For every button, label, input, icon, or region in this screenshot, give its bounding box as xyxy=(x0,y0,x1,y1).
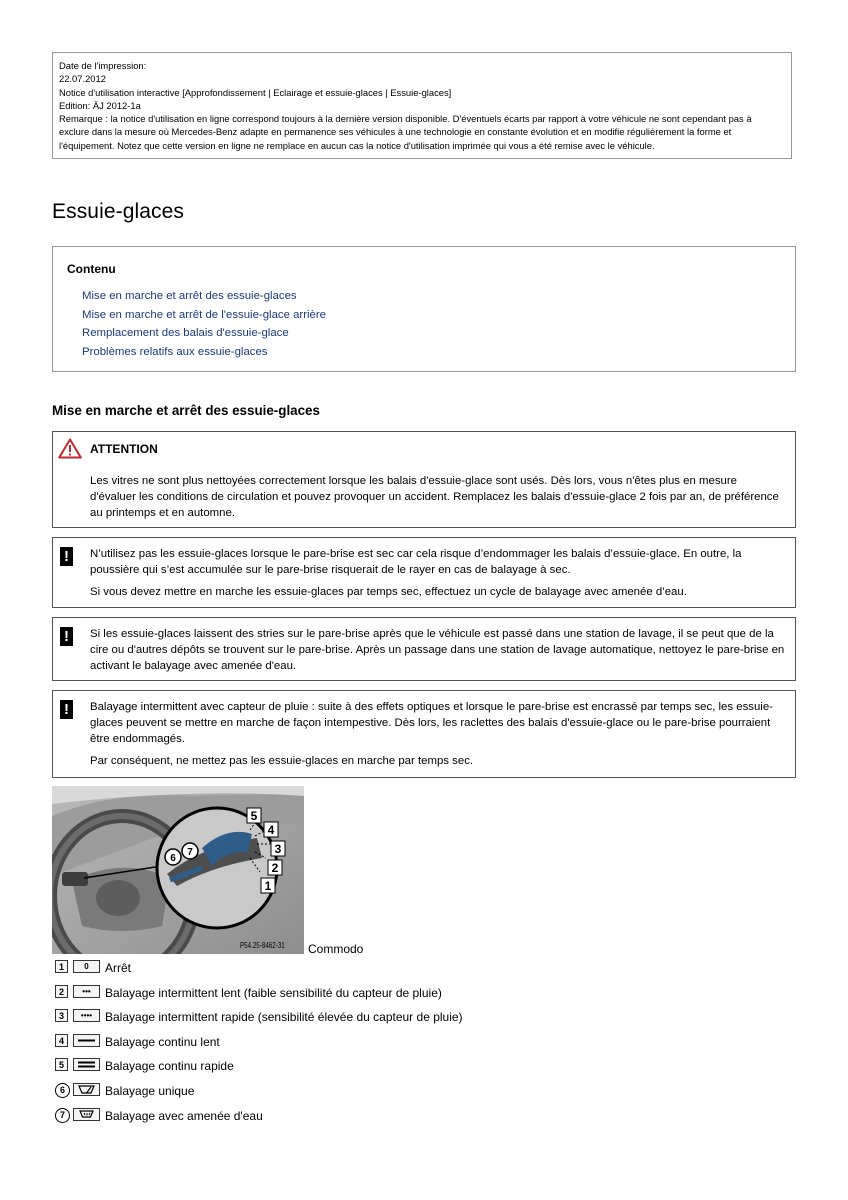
note-paragraph: Si vous devez mettre en marche les essuie-glaces par temps sec, effectuez un cycle de balayage avec amenée d’eau. xyxy=(90,586,687,598)
double-bar-icon xyxy=(73,1058,100,1071)
windshield-wiper-icon xyxy=(73,1083,100,1096)
legend-label: Balayage intermittent lent (faible sensibilité du capteur de pluie) xyxy=(105,985,442,1000)
position-number: 3 xyxy=(55,1009,68,1022)
legend-label: Arrêt xyxy=(105,961,132,975)
page-title: Essuie-glaces xyxy=(52,200,185,223)
toc-link-rear-wiper[interactable]: Mise en marche et arrêt de l'essuie-glace arrière xyxy=(82,308,327,321)
intermittent-fast-icon: •••• xyxy=(73,1009,100,1022)
table-of-contents xyxy=(52,246,796,372)
position-number: 4 xyxy=(55,1034,68,1047)
position-number: 7 xyxy=(55,1108,70,1123)
attention-box xyxy=(52,431,796,528)
exclamation-icon: ! xyxy=(60,627,73,646)
warning-triangle-icon xyxy=(58,438,82,459)
off-symbol-icon: 0 xyxy=(73,960,100,973)
position-number: 6 xyxy=(55,1083,70,1098)
callout-5: 5 xyxy=(250,809,258,823)
callout-6: 6 xyxy=(170,853,176,864)
commodo-switch-illustration xyxy=(52,786,304,954)
toc-heading: Contenu xyxy=(67,262,116,276)
callout-3: 3 xyxy=(274,842,282,856)
legend-label: Balayage continu rapide xyxy=(105,1059,234,1074)
windshield-washer-icon xyxy=(73,1108,100,1121)
attention-title: ATTENTION xyxy=(90,442,158,456)
print-info-box xyxy=(52,52,792,159)
legend-label: Balayage unique xyxy=(105,1083,195,1098)
section-title: Mise en marche et arrêt des essuie-glaces xyxy=(52,403,320,418)
remark-text: Remarque : la notice d'utilisation en ligne correspond toujours à la dernière version disponible. D'éventuels écarts par rapport à votre véhicule ne sont cependant pas à exclure dans la mesure où Mercedes-Benz adapte en permanence ses véhicules à une technologie en constante évolution et en modifie régulièrement la forme et l'équipement. Notez que cette version en ligne ne remplace en aucun cas la notice d'utilisation imprimée qui vous a été remise avec le véhicule. xyxy=(59,113,752,151)
figure-label: Commodo xyxy=(308,942,364,956)
note-box-car-wash xyxy=(52,617,796,681)
note-box-dry-windscreen xyxy=(52,537,796,608)
note-box-rain-sensor xyxy=(52,690,796,778)
attention-text: Les vitres ne sont plus nettoyées correctement lorsque les balais d'essuie-glace sont usés. Dès lors, vous n'êtes plus en mesure d'évaluer les conditions de circulation et pouvez provoquer un accident. Remplacez les balais d'essuie-glace 2 fois par an, de préférence au printemps et en automne. xyxy=(90,475,779,519)
print-date: 22.07.2012 xyxy=(59,73,106,85)
toc-link-wiper-problems[interactable]: Problèmes relatifs aux essuie-glaces xyxy=(82,345,268,358)
print-date-label: Date de l'impression: xyxy=(59,60,147,71)
intermittent-slow-icon: ••• xyxy=(73,985,100,998)
note-paragraph: N’utilisez pas les essuie-glaces lorsque le pare-brise est sec car cela risque d’endommager les balais d’essuie-glace. En outre, la poussière qui s’est accumulée sur le pare-brise risquerait de le rayer en cas de balayage à sec. xyxy=(90,548,742,576)
note-paragraph: Par conséquent, ne mettez pas les essuie-glaces en marche par temps sec. xyxy=(90,755,474,767)
note-paragraph: Balayage intermittent avec capteur de pluie : suite à des effets optiques et lorsque le pare-brise est encrassé par temps sec, les essuie-glaces peuvent se mettre en marche de façon intempestive. Dès lors, les raclettes des balais d'essuie-glace ou le pare-brise pourraient être endommagés. xyxy=(90,701,773,745)
note-paragraph: Si les essuie-glaces laissent des stries sur le pare-brise après que le véhicule est passé dans une station de lavage, il se peut que de la cire ou d'autres dépôts se trouvent sur le pare-brise. Après un passage dans une station de lavage automatique, nettoyez le pare-brise en activant le balayage avec amenée d'eau. xyxy=(90,628,785,672)
position-number: 1 xyxy=(55,960,68,973)
notice-path: Notice d'utilisation interactive [Approfondissement | Eclairage et essuie-glaces | Essuie-glaces] xyxy=(59,86,452,98)
callout-1: 1 xyxy=(264,879,272,893)
toc-link-wipers-on-off[interactable]: Mise en marche et arrêt des essuie-glaces xyxy=(82,290,297,302)
callout-2: 2 xyxy=(271,861,279,875)
position-number: 5 xyxy=(55,1058,68,1071)
edition: Edition: ÄJ 2012-1a xyxy=(59,99,141,111)
exclamation-icon: ! xyxy=(60,547,73,566)
single-bar-icon xyxy=(73,1034,100,1047)
legend-label: Balayage avec amenée d'eau xyxy=(105,1108,263,1123)
legend-label: Balayage intermittent rapide (sensibilité élevée du capteur de pluie) xyxy=(105,1010,463,1025)
legend-label: Balayage continu lent xyxy=(105,1034,220,1049)
toc-list xyxy=(82,287,326,361)
figure-code: P54.25-8462-31 xyxy=(240,941,285,950)
callout-7: 7 xyxy=(187,847,193,858)
position-number: 2 xyxy=(55,985,68,998)
callout-4: 4 xyxy=(267,823,275,837)
toc-link-replace-blades[interactable]: Remplacement des balais d'essuie-glace xyxy=(82,327,289,340)
exclamation-icon: ! xyxy=(60,700,73,719)
